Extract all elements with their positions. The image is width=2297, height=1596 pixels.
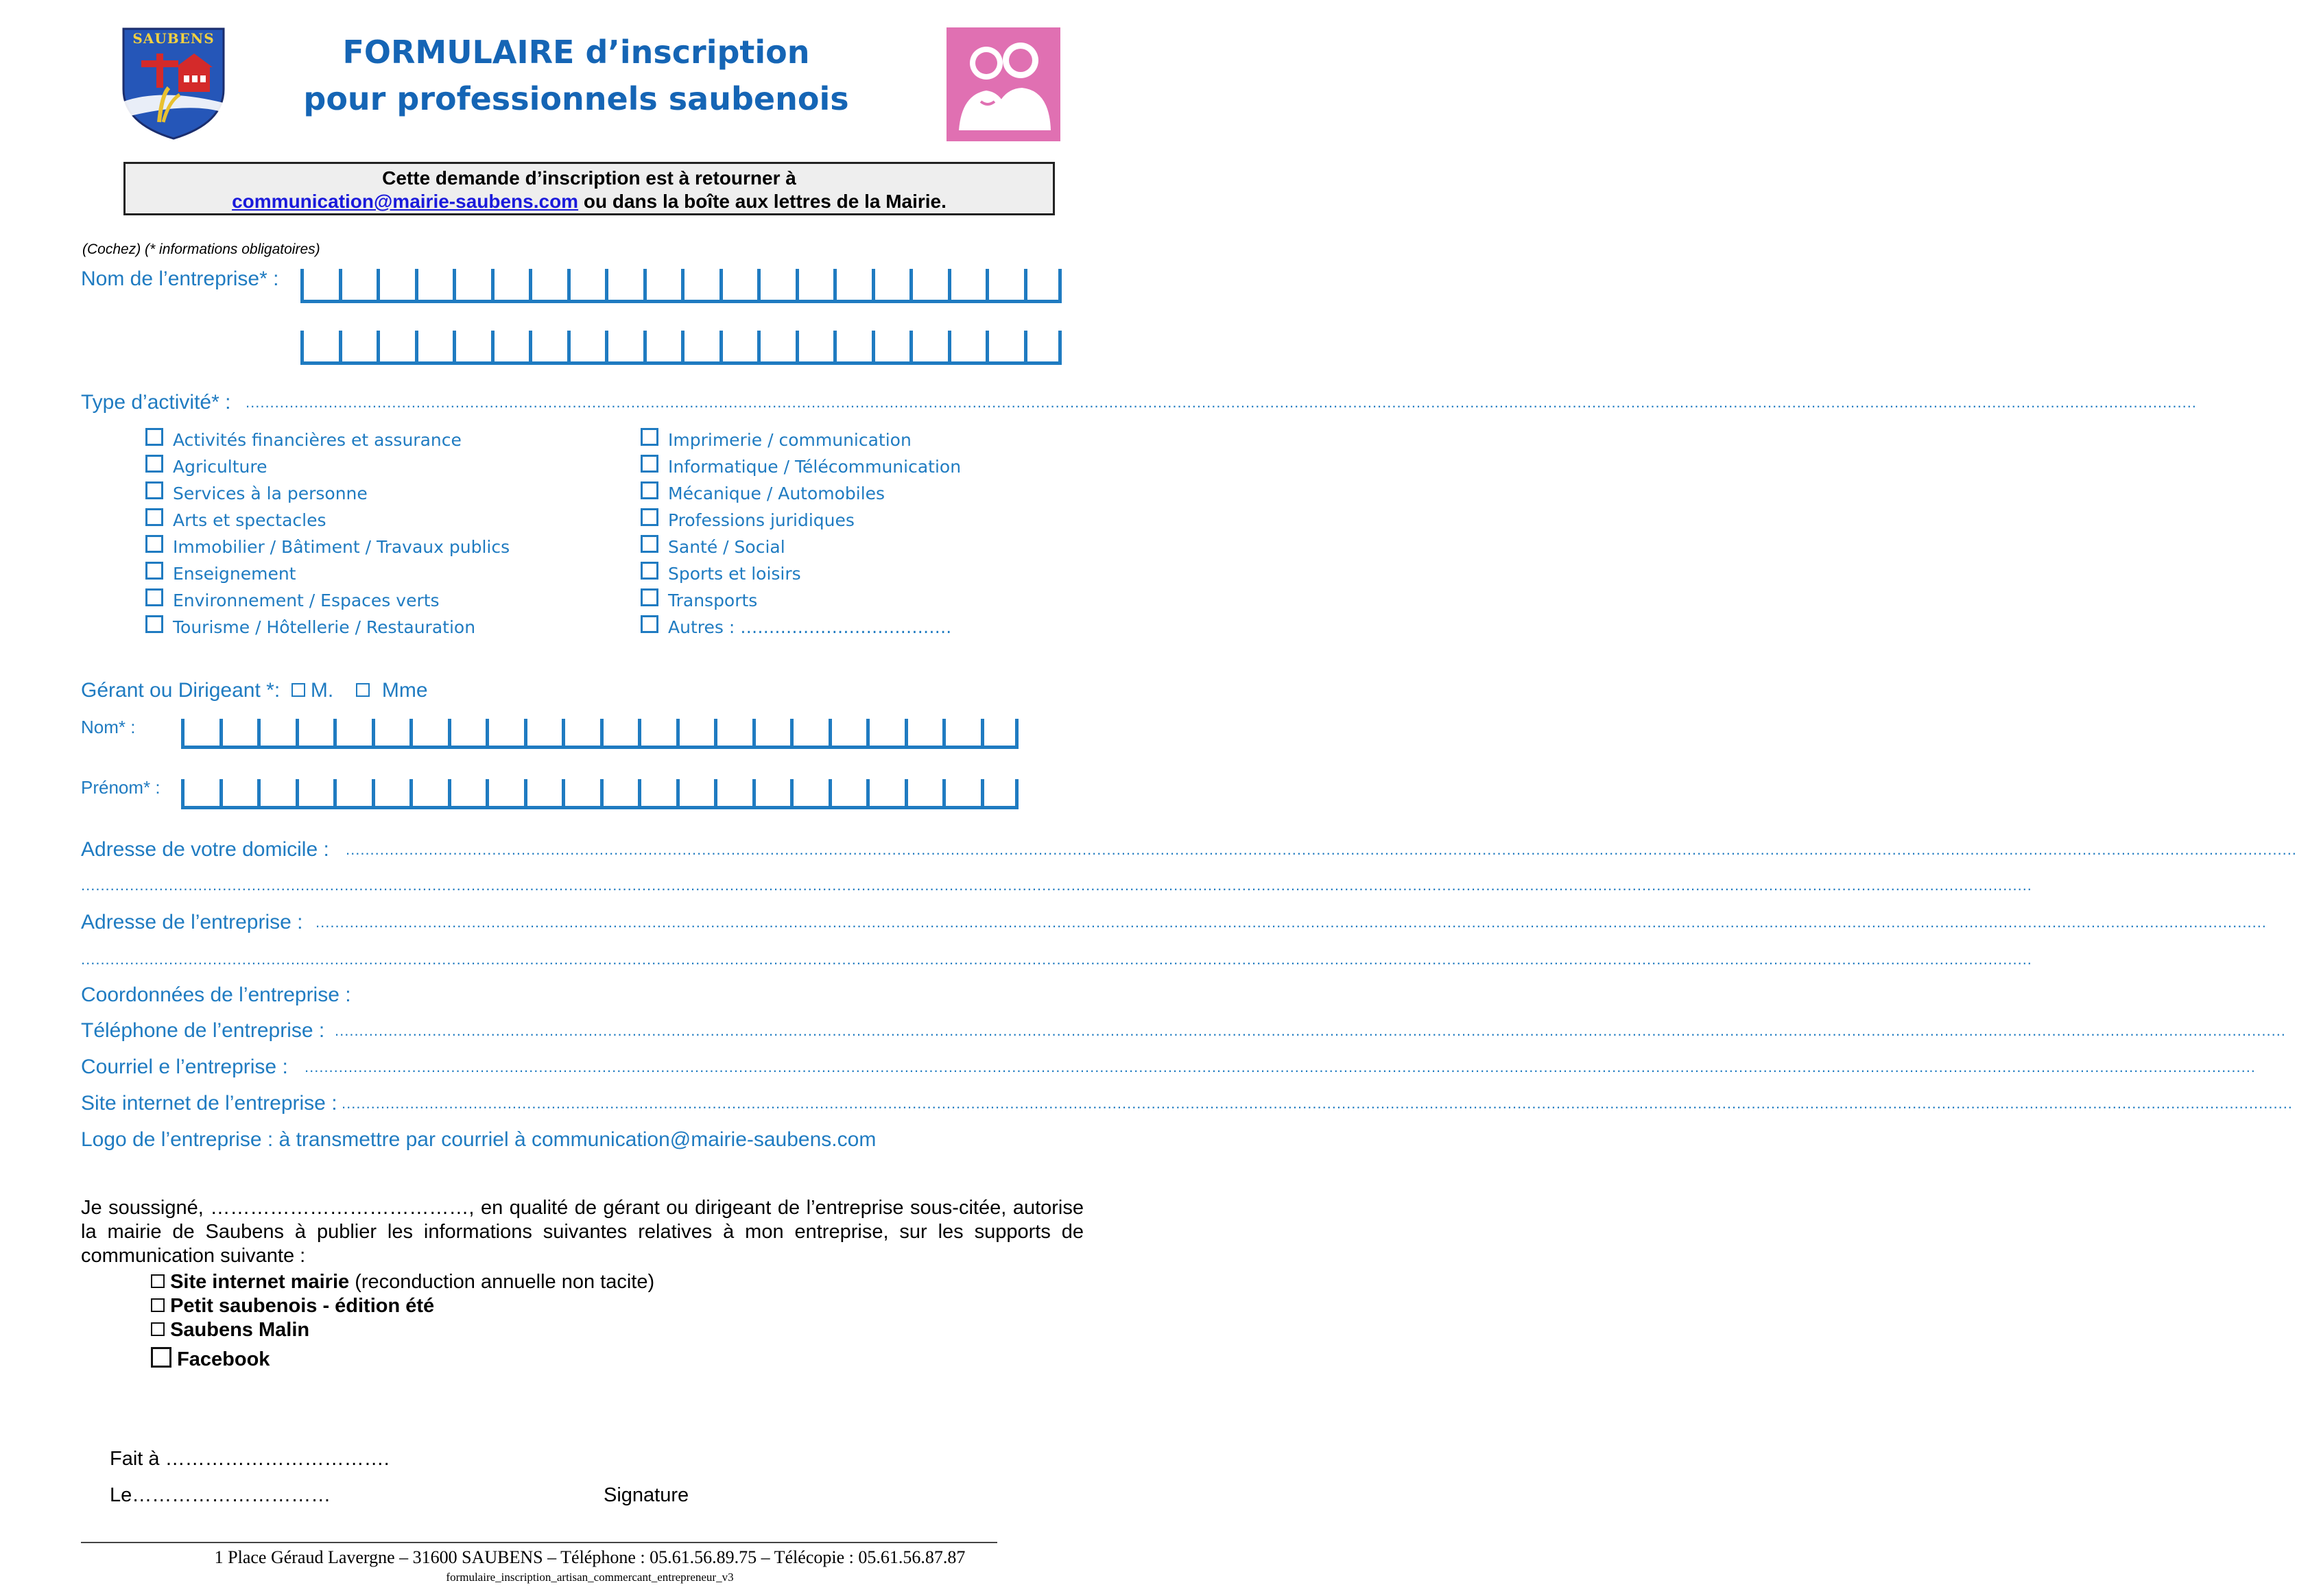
checkbox-icon[interactable] (641, 455, 658, 473)
comb-cell[interactable] (981, 719, 1019, 749)
checkbox-icon[interactable] (145, 455, 163, 473)
activity-option[interactable]: Environnement / Espaces verts (145, 587, 510, 614)
comb-cell[interactable] (942, 779, 981, 809)
comb-cell[interactable] (790, 719, 829, 749)
comb-cell[interactable] (409, 779, 448, 809)
comb-cell[interactable] (600, 779, 639, 809)
home-address-label: Adresse de votre domicile : (81, 838, 329, 861)
title-line-2: pour professionnels saubenois (303, 80, 849, 117)
home-address-dots-2[interactable]: ................................................................................................................................................................................................................................................................................................................................................................................................................ (81, 877, 2032, 894)
date-field[interactable]: Le………………………… (110, 1484, 331, 1506)
comb-cell[interactable] (300, 331, 339, 365)
comb-cell[interactable] (833, 269, 872, 303)
manager-m-label: M. (310, 679, 334, 702)
phone-label: Téléphone de l’entreprise : (81, 1019, 325, 1042)
comb-cell[interactable] (909, 269, 948, 303)
comb-cell[interactable] (181, 719, 219, 749)
comb-cell[interactable] (790, 779, 829, 809)
comb-cell[interactable] (905, 779, 943, 809)
comb-cell[interactable] (905, 719, 943, 749)
comb-cell[interactable] (757, 331, 796, 365)
activity-option[interactable]: Agriculture (145, 453, 510, 480)
activity-option[interactable]: Santé / Social (641, 534, 961, 560)
comb-cell[interactable] (486, 779, 524, 809)
comb-cell[interactable] (638, 779, 676, 809)
website-label: Site internet de l’entreprise : (81, 1092, 337, 1115)
email-dots[interactable]: ................................................................................................................................................................................................................................................................................................................................................................................................................ (305, 1058, 2256, 1075)
footer-divider (81, 1542, 997, 1543)
comb-cell[interactable] (339, 269, 377, 303)
checkbox-icon[interactable] (145, 428, 163, 446)
comb-cell[interactable] (942, 719, 981, 749)
home-address-dots-1[interactable]: ................................................................................................................................................................................................................................................................................................................................................................................................................ (346, 841, 2297, 858)
website-dots[interactable]: ................................................................................................................................................................................................................................................................................................................................................................................................................ (342, 1095, 2293, 1112)
comb-cell[interactable] (681, 269, 719, 303)
comb-cell[interactable] (453, 331, 491, 365)
company-address-dots-2[interactable]: ................................................................................................................................................................................................................................................................................................................................................................................................................ (81, 951, 2032, 968)
comb-cell[interactable] (866, 779, 905, 809)
checkbox-icon[interactable] (641, 562, 658, 580)
checkbox-icon[interactable] (151, 1322, 165, 1336)
company-name-comb-line-2[interactable] (300, 331, 1062, 365)
comb-cell[interactable] (377, 331, 415, 365)
checkbox-icon[interactable] (641, 535, 658, 553)
saubens-crest-logo (121, 26, 226, 141)
comb-cell[interactable] (833, 331, 872, 365)
comb-cell[interactable] (714, 779, 752, 809)
comb-cell[interactable] (296, 719, 334, 749)
comb-cell[interactable] (372, 719, 410, 749)
checkbox-icon[interactable] (641, 615, 658, 633)
comb-cell[interactable] (676, 779, 715, 809)
people-logo-icon (947, 27, 1060, 141)
comb-cell[interactable] (491, 269, 529, 303)
authorization-paragraph: Je soussigné, …………………………………, en qualité de gérant ou dirigeant de l’entreprise sous-citée, autorise la mairie de Saubens à publier les informations suivantes relatives à mon entreprise, sur les supports de communication suivante : (81, 1197, 1084, 1267)
comb-cell[interactable] (529, 269, 567, 303)
comb-cell[interactable] (415, 269, 453, 303)
activities-left-column (145, 427, 510, 641)
checkbox-icon[interactable] (151, 1347, 171, 1368)
manager-row (81, 679, 428, 702)
comb-cell[interactable] (872, 331, 910, 365)
notice-line-1: Cette demande d’inscription est à retourner à (382, 167, 796, 189)
comb-cell[interactable] (409, 719, 448, 749)
comb-cell[interactable] (567, 269, 606, 303)
comb-cell[interactable] (829, 719, 867, 749)
comb-cell[interactable] (866, 719, 905, 749)
comb-cell[interactable] (1024, 331, 1062, 365)
form-note: (Cochez) (* informations obligatoires) (82, 241, 320, 257)
comb-cell[interactable] (529, 331, 567, 365)
other-activity-dots[interactable]: ………………………………. (740, 617, 952, 637)
logo-instruction: Logo de l’entreprise : à transmettre par courriel à communication@mairie-saubens.com (81, 1128, 877, 1151)
comb-cell[interactable] (339, 331, 377, 365)
comb-cell[interactable] (948, 269, 986, 303)
publication-options (151, 1270, 654, 1372)
publication-option[interactable]: Saubens Malin (151, 1318, 654, 1342)
comb-cell[interactable] (643, 269, 682, 303)
comb-cell[interactable] (757, 269, 796, 303)
comb-cell[interactable] (605, 269, 643, 303)
return-notice-box (123, 162, 1055, 215)
comb-cell[interactable] (719, 331, 758, 365)
comb-cell[interactable] (524, 719, 562, 749)
crest-text: SAUBENS (132, 30, 215, 47)
comb-cell[interactable] (219, 779, 258, 809)
comb-cell[interactable] (257, 779, 296, 809)
comb-cell[interactable] (333, 779, 372, 809)
company-name-label: Nom de l’entreprise* : (81, 267, 279, 290)
comb-cell[interactable] (448, 719, 486, 749)
activity-type-label: Type d’activité* : (81, 391, 231, 414)
comb-cell[interactable] (714, 719, 752, 749)
comb-cell[interactable] (643, 331, 682, 365)
checkbox-icon[interactable] (641, 481, 658, 499)
activity-option[interactable]: Informatique / Télécommunication (641, 453, 961, 480)
checkbox-icon[interactable] (145, 562, 163, 580)
title-line-1: FORMULAIRE d’inscription (342, 34, 810, 71)
comb-cell[interactable] (948, 331, 986, 365)
comb-cell[interactable] (1024, 269, 1062, 303)
comb-cell[interactable] (562, 779, 600, 809)
page-title (261, 29, 892, 122)
comb-cell[interactable] (986, 269, 1024, 303)
comb-cell[interactable] (567, 331, 606, 365)
comb-cell[interactable] (681, 331, 719, 365)
comb-cell[interactable] (181, 779, 219, 809)
activity-option[interactable]: Enseignement (145, 560, 510, 587)
comb-cell[interactable] (219, 719, 258, 749)
footer-filename: formulaire_inscription_artisan_commercant_entrepreneur_v3 (446, 1571, 734, 1584)
firstname-comb[interactable] (181, 779, 1019, 809)
checkbox-icon[interactable] (145, 508, 163, 526)
publication-option[interactable]: Petit saubenois - édition été (151, 1294, 654, 1318)
comb-cell[interactable] (872, 269, 910, 303)
activities-right-column (641, 427, 961, 641)
activity-option[interactable]: Sports et loisirs (641, 560, 961, 587)
comb-cell[interactable] (377, 269, 415, 303)
comb-cell[interactable] (719, 269, 758, 303)
comb-cell[interactable] (300, 269, 339, 303)
activity-option[interactable]: Activités financières et assurance (145, 427, 510, 453)
comb-cell[interactable] (986, 331, 1024, 365)
comb-cell[interactable] (296, 779, 334, 809)
notice-email-link[interactable]: communication@mairie-saubens.com (232, 191, 579, 212)
activity-option[interactable]: Tourisme / Hôtellerie / Restauration (145, 614, 510, 641)
activity-option[interactable]: Arts et spectacles (145, 507, 510, 534)
manager-label: Gérant ou Dirigeant *: (81, 679, 281, 702)
checkbox-icon[interactable] (145, 481, 163, 499)
checkbox-icon[interactable] (145, 615, 163, 633)
activity-option[interactable]: Professions juridiques (641, 507, 961, 534)
comb-cell[interactable] (415, 331, 453, 365)
comb-cell[interactable] (600, 719, 639, 749)
firstname-label: Prénom* : (81, 777, 160, 798)
comb-cell[interactable] (676, 719, 715, 749)
comb-cell[interactable] (333, 719, 372, 749)
checkbox-icon[interactable] (291, 683, 305, 697)
activity-type-dotted-line[interactable]: ................................................................................................................................................................................................................................................................................................................................................................................................................ (246, 394, 2197, 411)
activity-option[interactable]: Mécanique / Automobiles (641, 480, 961, 507)
checkbox-icon[interactable] (145, 588, 163, 606)
activity-option[interactable]: Transports (641, 587, 961, 614)
footer-address: 1 Place Géraud Lavergne – 31600 SAUBENS – Téléphone : 05.61.56.89.75 – Télécopie : 05.61.56.87.87 (214, 1547, 966, 1567)
comb-cell[interactable] (491, 331, 529, 365)
lastname-comb[interactable] (181, 719, 1019, 749)
signature-label: Signature (604, 1484, 689, 1506)
activity-option[interactable]: Immobilier / Bâtiment / Travaux publics (145, 534, 510, 560)
comb-cell[interactable] (752, 719, 791, 749)
place-field[interactable]: Fait à ……………………………. (110, 1448, 390, 1470)
comb-cell[interactable] (981, 779, 1019, 809)
comb-cell[interactable] (257, 719, 296, 749)
comb-cell[interactable] (829, 779, 867, 809)
comb-cell[interactable] (524, 779, 562, 809)
comb-cell[interactable] (752, 779, 791, 809)
company-address-dots-1[interactable]: ................................................................................................................................................................................................................................................................................................................................................................................................................ (316, 914, 2267, 931)
comb-cell[interactable] (796, 269, 834, 303)
notice-line-2-rest: ou dans la boîte aux lettres de la Mairie. (578, 191, 947, 212)
checkbox-icon[interactable] (151, 1298, 165, 1312)
activity-option[interactable]: Imprimerie / communication (641, 427, 961, 453)
checkbox-icon[interactable] (641, 588, 658, 606)
company-address-label: Adresse de l’entreprise : (81, 911, 303, 933)
checkbox-icon[interactable] (145, 535, 163, 553)
company-name-comb-line-1[interactable] (300, 269, 1062, 303)
email-label: Courriel e l’entreprise : (81, 1056, 288, 1078)
comb-cell[interactable] (486, 719, 524, 749)
manager-mme-label: Mme (381, 679, 428, 702)
comb-cell[interactable] (453, 269, 491, 303)
comb-cell[interactable] (638, 719, 676, 749)
comb-cell[interactable] (605, 331, 643, 365)
comb-cell[interactable] (796, 331, 834, 365)
checkbox-icon[interactable] (641, 508, 658, 526)
lastname-label: Nom* : (81, 717, 136, 737)
checkbox-icon[interactable] (356, 683, 370, 697)
activity-option[interactable]: Services à la personne (145, 480, 510, 507)
phone-dots[interactable]: ................................................................................................................................................................................................................................................................................................................................................................................................................ (335, 1022, 2286, 1039)
publication-option[interactable]: Site internet mairie (reconduction annuelle non tacite) (151, 1270, 654, 1294)
publication-option[interactable]: Facebook (151, 1348, 654, 1372)
comb-cell[interactable] (372, 779, 410, 809)
contact-heading: Coordonnées de l’entreprise : (81, 984, 351, 1006)
notice-line-2 (126, 190, 1053, 213)
comb-cell[interactable] (562, 719, 600, 749)
checkbox-icon[interactable] (151, 1274, 165, 1288)
comb-cell[interactable] (909, 331, 948, 365)
checkbox-icon[interactable] (641, 428, 658, 446)
activity-option-other[interactable]: Autres : ………………………………. (641, 614, 961, 641)
comb-cell[interactable] (448, 779, 486, 809)
